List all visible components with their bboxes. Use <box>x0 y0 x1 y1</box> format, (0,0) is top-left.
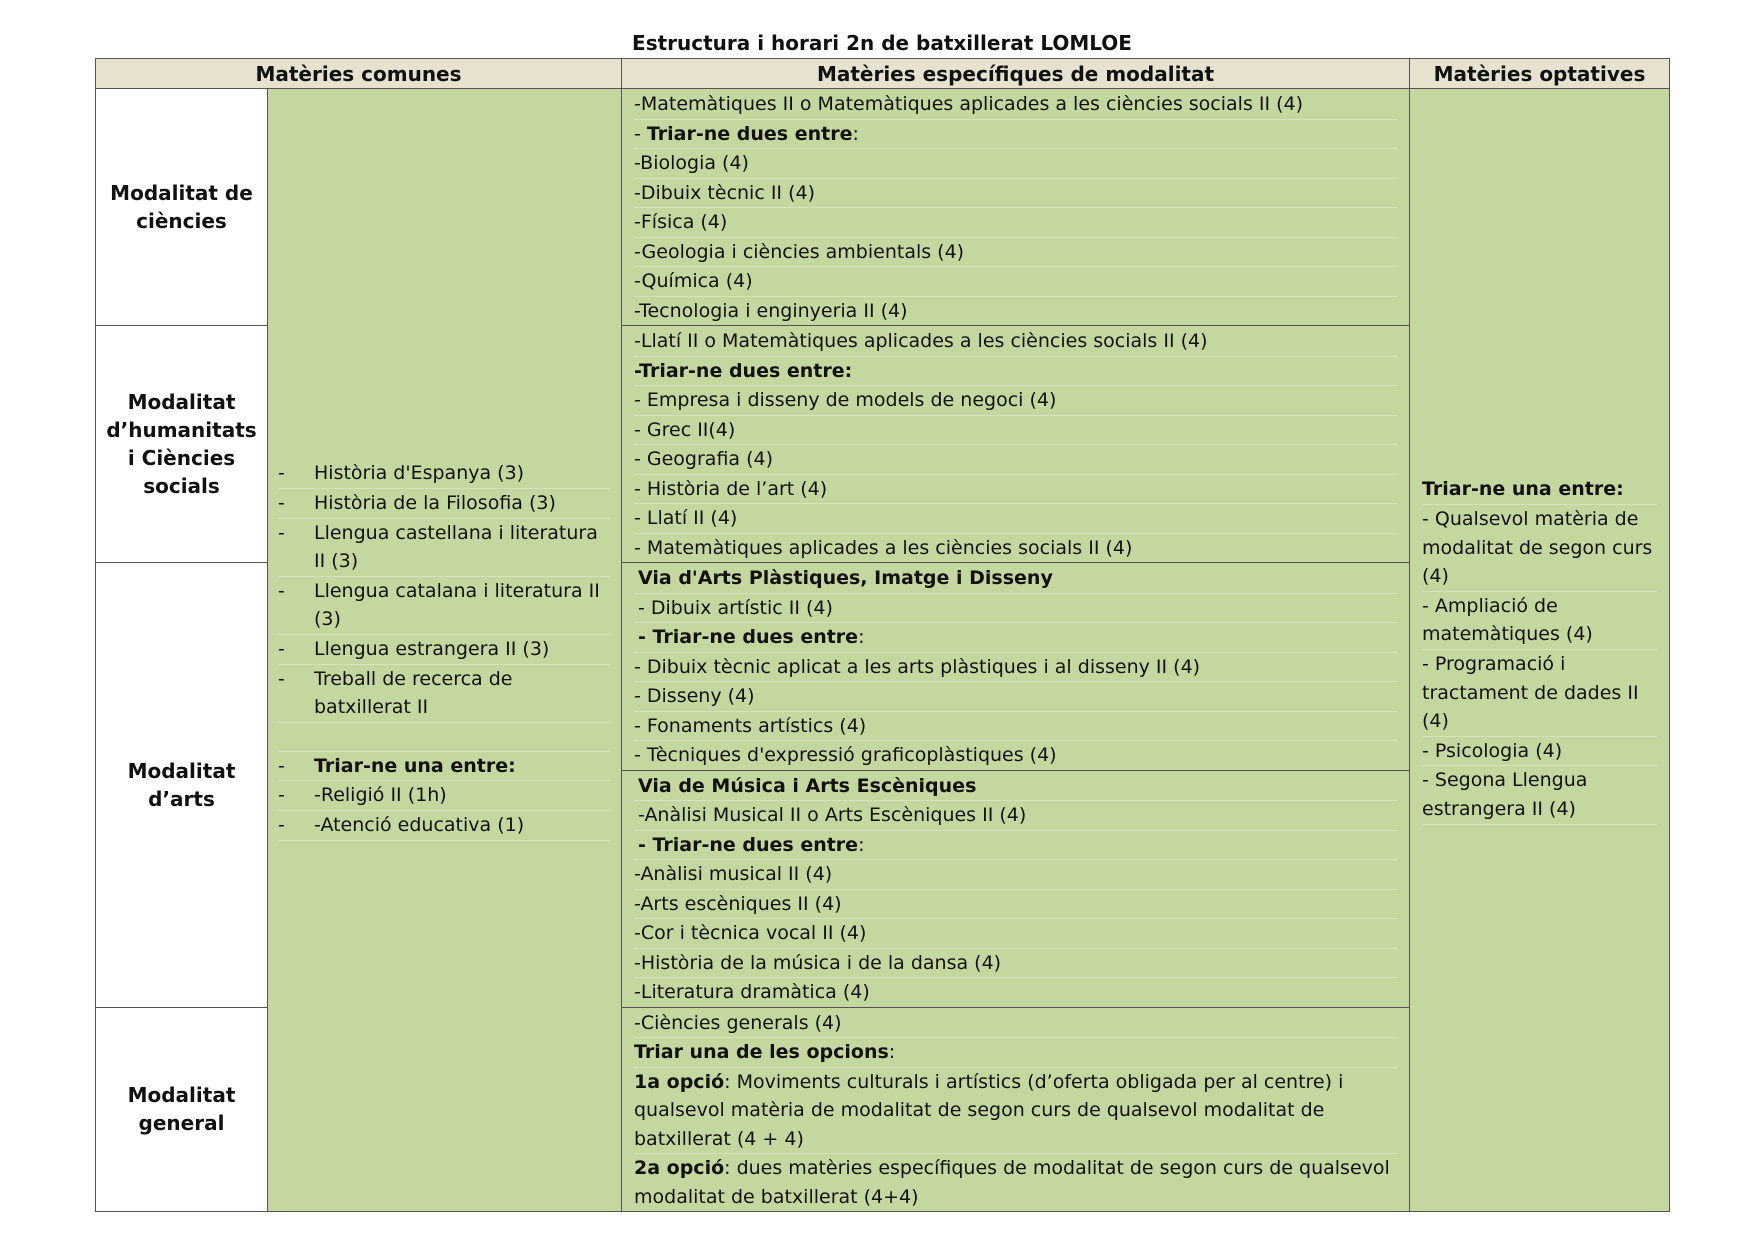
row-sciences <box>96 89 1670 326</box>
list-item: - Llengua catalana i literatura II (3) <box>278 577 611 635</box>
modality-arts: Modalitat d’arts <box>96 563 268 1008</box>
header-row <box>96 59 1670 89</box>
list-item: - -Religió II (1h) <box>278 781 611 811</box>
common-choice-label: - Triar-ne una entre: <box>278 752 611 782</box>
header-specific: Matèries específiques de modalitat <box>622 59 1410 89</box>
header-common: Matèries comunes <box>96 59 622 89</box>
header-optional: Matèries optatives <box>1410 59 1670 89</box>
list-item: - Història de la Filosofia (3) <box>278 489 611 519</box>
list-item: - Treball de recerca de batxillerat II <box>278 665 611 723</box>
general-subjects: -Ciències generals (4) Triar una de les opcions: 1a opció: Moviments culturals i artístics (d’oferta obligada per al centre) i qualsevol matèria de modalitat de segon curs de qualsevol modalitat de batxillerat (4 + 4) 2a opció: dues matèries específiques de modalitat de segon curs de qualsevol modalitat de batxillerat (4+4) <box>622 1007 1410 1212</box>
optional-subjects-cell: Triar-ne una entre: - Qualsevol matèria de modalitat de segon curs (4) - Ampliació de matemàtiques (4) - Programació i tractament de dades II (4) - Psicologia (4) - Segona Llengua estrangera II (4) <box>1410 89 1670 1212</box>
common-subjects-cell <box>268 89 622 1212</box>
arts-music-subjects: Via de Música i Arts Escèniques -Anàlisi Musical II o Arts Escèniques II (4) - Triar-ne dues entre: -Anàlisi musical II (4) -Arts escèniques II (4) -Cor i tècnica vocal II (4) -Història de la música i de la dansa (4) -Literatura dramàtica (4) <box>622 770 1410 1007</box>
sciences-subjects: -Matemàtiques II o Matemàtiques aplicades a les ciències socials II (4) - Triar-ne dues entre: -Biologia (4) -Dibuix tècnic II (4) -Física (4) -Geologia i ciències ambientals (4) -Química (4) -Tecnologia i enginyeria II (4) <box>622 89 1410 326</box>
list-item: - -Atenció educativa (1) <box>278 811 611 841</box>
modality-general: Modalitat general <box>96 1007 268 1212</box>
modality-humanities: Modalitat d’humanitats i Ciències socials <box>96 326 268 563</box>
list-item: - Llengua estrangera II (3) <box>278 635 611 665</box>
modality-sciences: Modalitat de ciències <box>96 89 268 326</box>
list-item: - Llengua castellana i literatura II (3) <box>278 519 611 577</box>
list-item: - Història d'Espanya (3) <box>278 459 611 489</box>
page-title: Estructura i horari 2n de batxillerat LOMLOE <box>632 31 1132 55</box>
schedule-table <box>95 58 1670 1212</box>
humanities-subjects: -Llatí II o Matemàtiques aplicades a les ciències socials II (4) -Triar-ne dues entre: - Empresa i disseny de models de negoci (4) - Grec II(4) - Geografia (4) - Història de l’art (4) - Llatí II (4) - Matemàtiques aplicades a les ciències socials II (4) <box>622 326 1410 563</box>
arts-visual-subjects: Via d'Arts Plàstiques, Imatge i Disseny - Dibuix artístic II (4) - Triar-ne dues entre: - Dibuix tècnic aplicat a les arts plàstiques i al disseny II (4) - Disseny (4) - Fonaments artístics (4) - Tècniques d'expressió graficoplàstiques (4) <box>622 563 1410 771</box>
